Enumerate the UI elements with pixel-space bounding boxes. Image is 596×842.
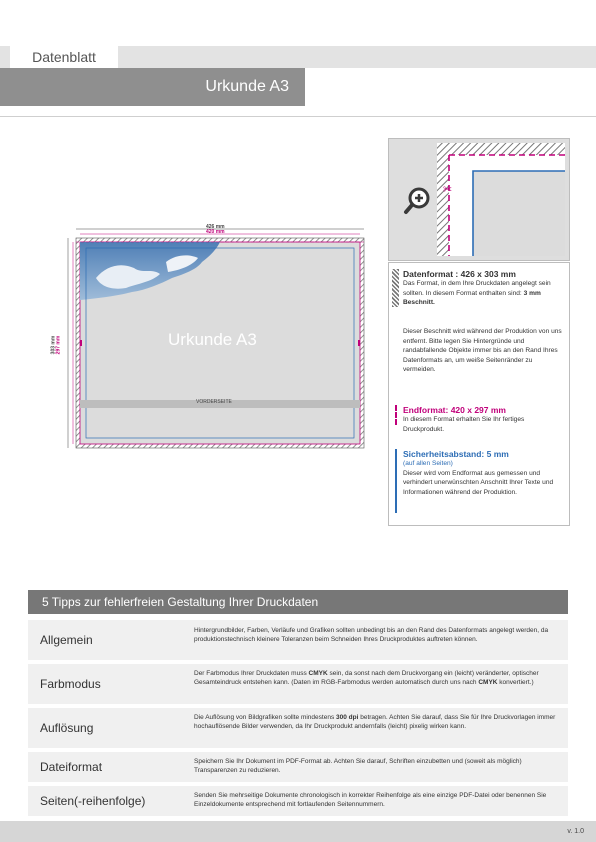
safety-subtitle: (auf allen Seiten): [403, 460, 453, 467]
legend-endformat-swatch: [395, 405, 399, 425]
safety-text: Dieser wird vom Endformat aus gemessen und verhindert unerwünschten Anschnitt Ihrer Texte und Informationen während der Produktion.: [403, 469, 554, 496]
datasheet-tab: Datenblatt: [10, 46, 118, 68]
datenformat-bold: 3 mm Beschnitt.: [403, 289, 541, 306]
endformat-text: In diesem Format erhalten Sie Ihr fertiges Druckprodukt.: [403, 416, 525, 433]
safety-title: Sicherheitsabstand: 5 mm: [403, 449, 509, 459]
legend-panel: [388, 262, 570, 526]
version-label: v. 1.0: [567, 828, 584, 835]
tip-label: Allgemein: [40, 633, 93, 647]
endformat-title: Endformat: 420 x 297 mm: [403, 405, 506, 415]
product-title: Urkunde A3: [168, 330, 257, 349]
divider: [0, 116, 596, 117]
tip-text: Speichern Sie Ihr Dokument im PDF-Format ab. Achten Sie darauf, Schriften einzubetten und (soweit als möglich) Transparenzen zu reduzieren.: [194, 758, 522, 774]
tip-text: Senden Sie mehrseitige Dokumente chronologisch in korrekter Reihenfolge als eine einzige PDF-Datei oder benennen Sie Einzeldokumente entsprechend mit fortlaufenden Seitennummern.: [194, 792, 547, 808]
format-diagram: [50, 218, 376, 454]
datenformat-title: Datenformat : 426 x 303 mm: [403, 269, 516, 279]
footer-bar: [0, 821, 596, 842]
zoom-icon: [403, 187, 431, 215]
svg-text:✂: ✂: [443, 183, 453, 196]
tip-row-dateiformat: [28, 752, 568, 782]
tip-label: Seiten(-reihenfolge): [40, 794, 146, 808]
legend-safety-swatch: [395, 449, 397, 513]
legend-bleed-swatch: [392, 269, 399, 307]
datenformat-text: Das Format, in dem Ihre Druckdaten angelegt sein sollten. In diesem Format enthalten sind:: [403, 280, 551, 297]
height-inner-label: 297 mm: [55, 335, 62, 355]
tip-text: Die Auflösung von Bildgrafiken sollte mindestens 300 dpi betragen. Achten Sie darauf, dass Sie für Ihre Druckvorlagen immer hochauflösende Bilder verwenden, da Ihr Druckprodukt andernfalls (leicht) pixelig wirken kann.: [194, 714, 556, 730]
tip-label: Dateiformat: [40, 760, 103, 774]
tip-row-farbmodus: [28, 664, 568, 704]
tip-row-aufloesung: [28, 708, 568, 748]
tip-text: Hintergrundbilder, Farben, Verläufe und Grafiken sollten unbedingt bis an den Rand des Datenformats angelegt werden, da produktionstechnisch kleinere Toleranzen beim Schneiden Ihres Druckproduktes auftreten können.: [194, 627, 549, 643]
datenformat-note: Dieser Beschnitt wird während der Produktion von uns entfernt. Bitte legen Sie Hintergründe und randabfallende Objekte immer bis an den Rand Ihres Datenformats an, um weiße Seitenränder zu vermeiden.: [403, 328, 562, 373]
width-inner-label: 420 mm: [206, 229, 225, 235]
page-title: Urkunde A3: [0, 68, 305, 106]
width-outer-label: 426 mm: [206, 224, 225, 230]
zoom-detail: [388, 138, 570, 261]
tip-text: Der Farbmodus Ihrer Druckdaten muss CMYK sein, da sonst nach dem Druckvorgang ein (leicht) veränderter, optischer Gesamteindruck entstehen kann. (Daten im RGB-Farbmodus werden automatisch durch uns nach CMYK konvertiert.): [194, 670, 539, 686]
tips-heading: 5 Tipps zur fehlerfreien Gestaltung Ihrer Druckdaten: [28, 590, 568, 614]
height-outer-label: 303 mm: [50, 335, 57, 355]
tip-label: Auflösung: [40, 721, 94, 735]
tip-row-allgemein: [28, 620, 568, 660]
tip-row-seiten: [28, 786, 568, 816]
tip-label: Farbmodus: [40, 677, 101, 691]
side-label: VORDERSEITE: [196, 399, 232, 405]
